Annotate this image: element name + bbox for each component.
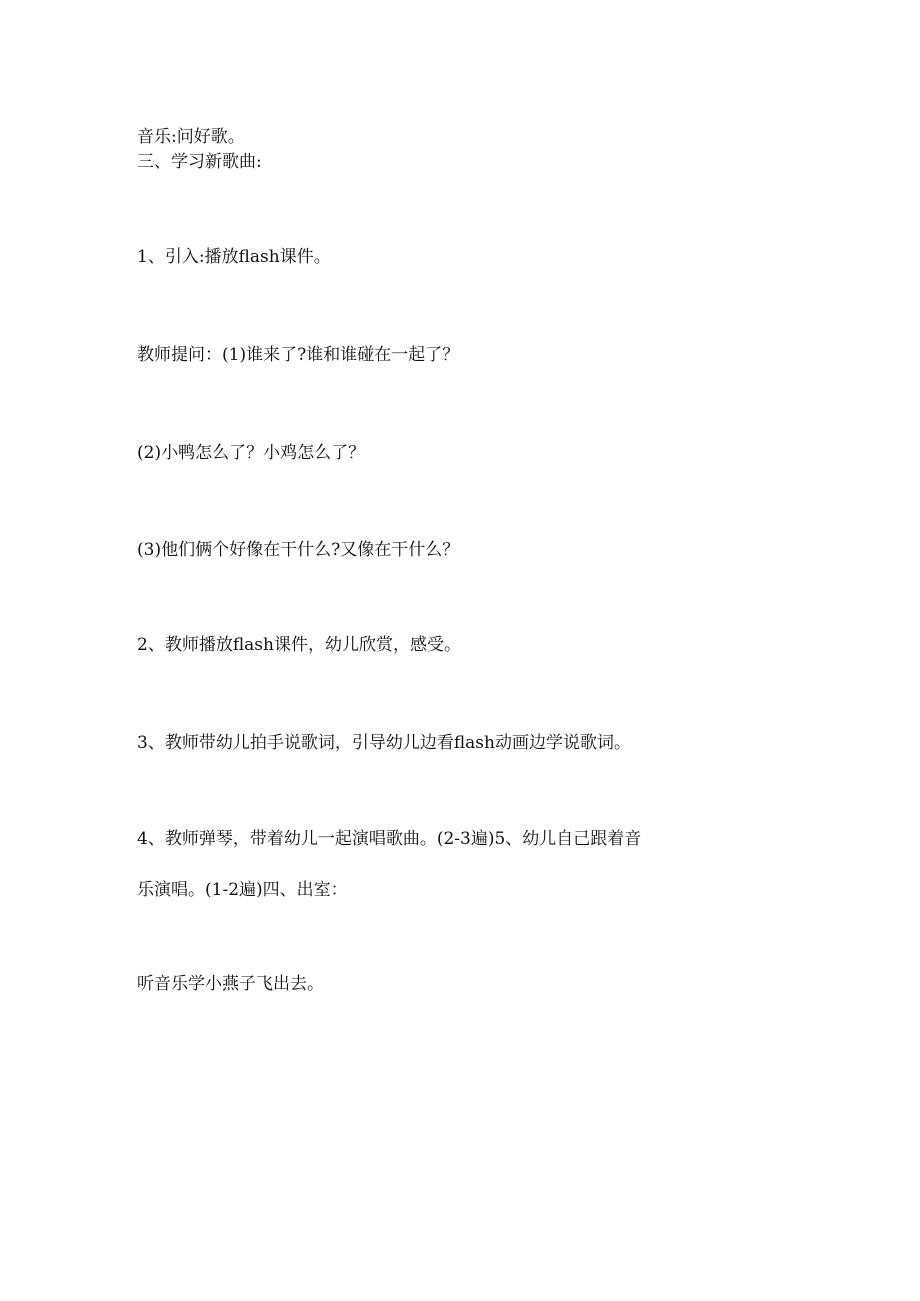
step-1-intro: 1、引入:播放flash课件。 (137, 247, 331, 267)
teacher-question-3: (3)他们俩个好像在干什么?又像在干什么？ (137, 540, 460, 560)
section-heading-learn-song: 三、学习新歌曲: (137, 152, 262, 172)
teacher-question-1: 教师提问：(1)谁来了?谁和谁碰在一起了？ (137, 345, 460, 365)
step-5-and-exit-heading: 乐演唱。(1-2遍)四、出室： (137, 880, 348, 900)
step-2-play-courseware: 2、教师播放flash课件，幼儿欣赏，感受。 (137, 635, 461, 655)
exit-activity: 听音乐学小燕子飞出去。 (137, 974, 324, 994)
text-line-music-greeting: 音乐:问好歌。 (137, 127, 245, 147)
teacher-question-2: (2)小鸭怎么了？小鸡怎么了？ (137, 443, 366, 463)
step-3-clap-lyrics: 3、教师带幼儿拍手说歌词，引导幼儿边看flash动画边学说歌词。 (137, 733, 631, 753)
step-4-sing-together: 4、教师弹琴，带着幼儿一起演唱歌曲。(2-3遍)5、幼儿自己跟着音 (137, 829, 642, 849)
